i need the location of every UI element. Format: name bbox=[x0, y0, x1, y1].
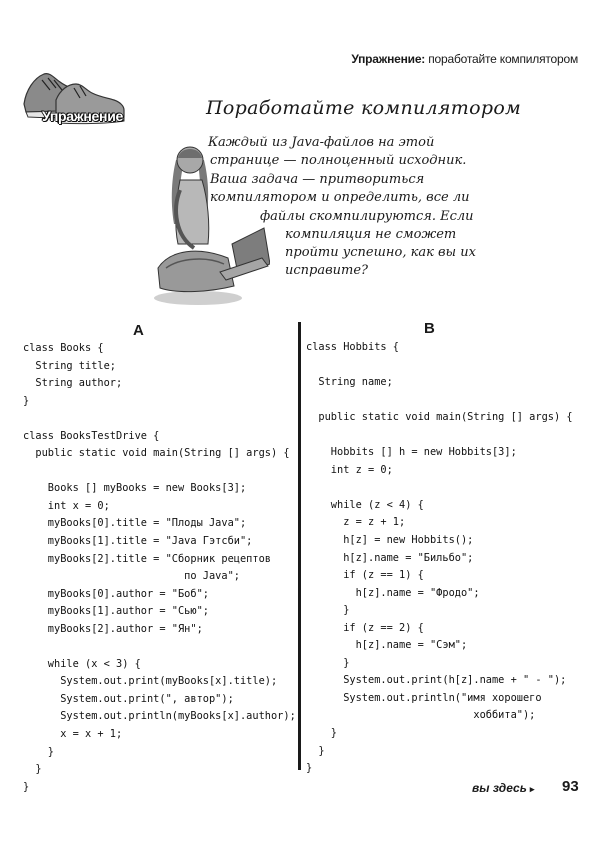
exercise-badge-label: Упражнение bbox=[42, 108, 123, 124]
column-divider bbox=[298, 322, 301, 770]
you-are-here-label: вы здесь bbox=[472, 781, 527, 795]
you-are-here-nav bbox=[472, 781, 534, 795]
exercise-text-line: пройти успешно, как вы их bbox=[285, 245, 476, 260]
column-a-label: A bbox=[133, 322, 144, 339]
exercise-text-line: компилятором и определить, все ли bbox=[210, 190, 470, 205]
page-number: 93 bbox=[562, 778, 579, 795]
column-b-label: B bbox=[424, 320, 435, 337]
arrow-right-icon: ▸ bbox=[529, 784, 535, 794]
exercise-text-line: файлы скомпилируются. Если bbox=[260, 209, 474, 224]
code-listing-a: class Books { String title; String author; } class BooksTestDrive { public static void main(String [] args) { Books [] myBooks = new Books[3]; int x = 0; myBooks[0].title = "Плоды Java"; myBooks[1].title = "Java Гэтсби"; myBooks[2].title = "Сборник рецептов по Java"; myBooks[0].author = "Боб"; myBooks[1].author = "Сью"; myBooks[2].author = "Ян"; while (x < 3) { System.out.print(myBooks[x].title); System.out.print(", автор"); System.out.println(myBooks[x].author); x = x + 1; } } } bbox=[23, 342, 296, 793]
running-header-section: Упражнение: bbox=[351, 52, 426, 66]
exercise-title: Поработайте компилятором bbox=[206, 97, 522, 119]
exercise-text-line: исправите? bbox=[285, 263, 369, 278]
exercise-badge bbox=[16, 60, 136, 130]
code-listing-b: class Hobbits { String name; public static void main(String [] args) { Hobbits [] h = new Hobbits[3]; int z = 0; while (z < 4) { z = z + 1; h[z] = new Hobbits(); h[z].name = "Бильбо"; if (z == 1) { h[z].name = "Фродо"; } if (z == 2) { h[z].name = "Сэм"; } System.out.print(h[z].name + " - "); System.out.println("имя хорошего хоббита"); } } } bbox=[306, 341, 573, 775]
exercise-text-line: Ваша задача — притвориться bbox=[210, 172, 425, 187]
exercise-text-line: Каждый из Java-файлов на этой bbox=[208, 135, 435, 150]
running-header bbox=[351, 52, 578, 66]
exercise-text-line: странице — полноценный исходник. bbox=[210, 153, 467, 168]
running-header-topic: поработайте компилятором bbox=[425, 52, 578, 66]
exercise-text-line: компиляция не сможет bbox=[285, 227, 457, 242]
